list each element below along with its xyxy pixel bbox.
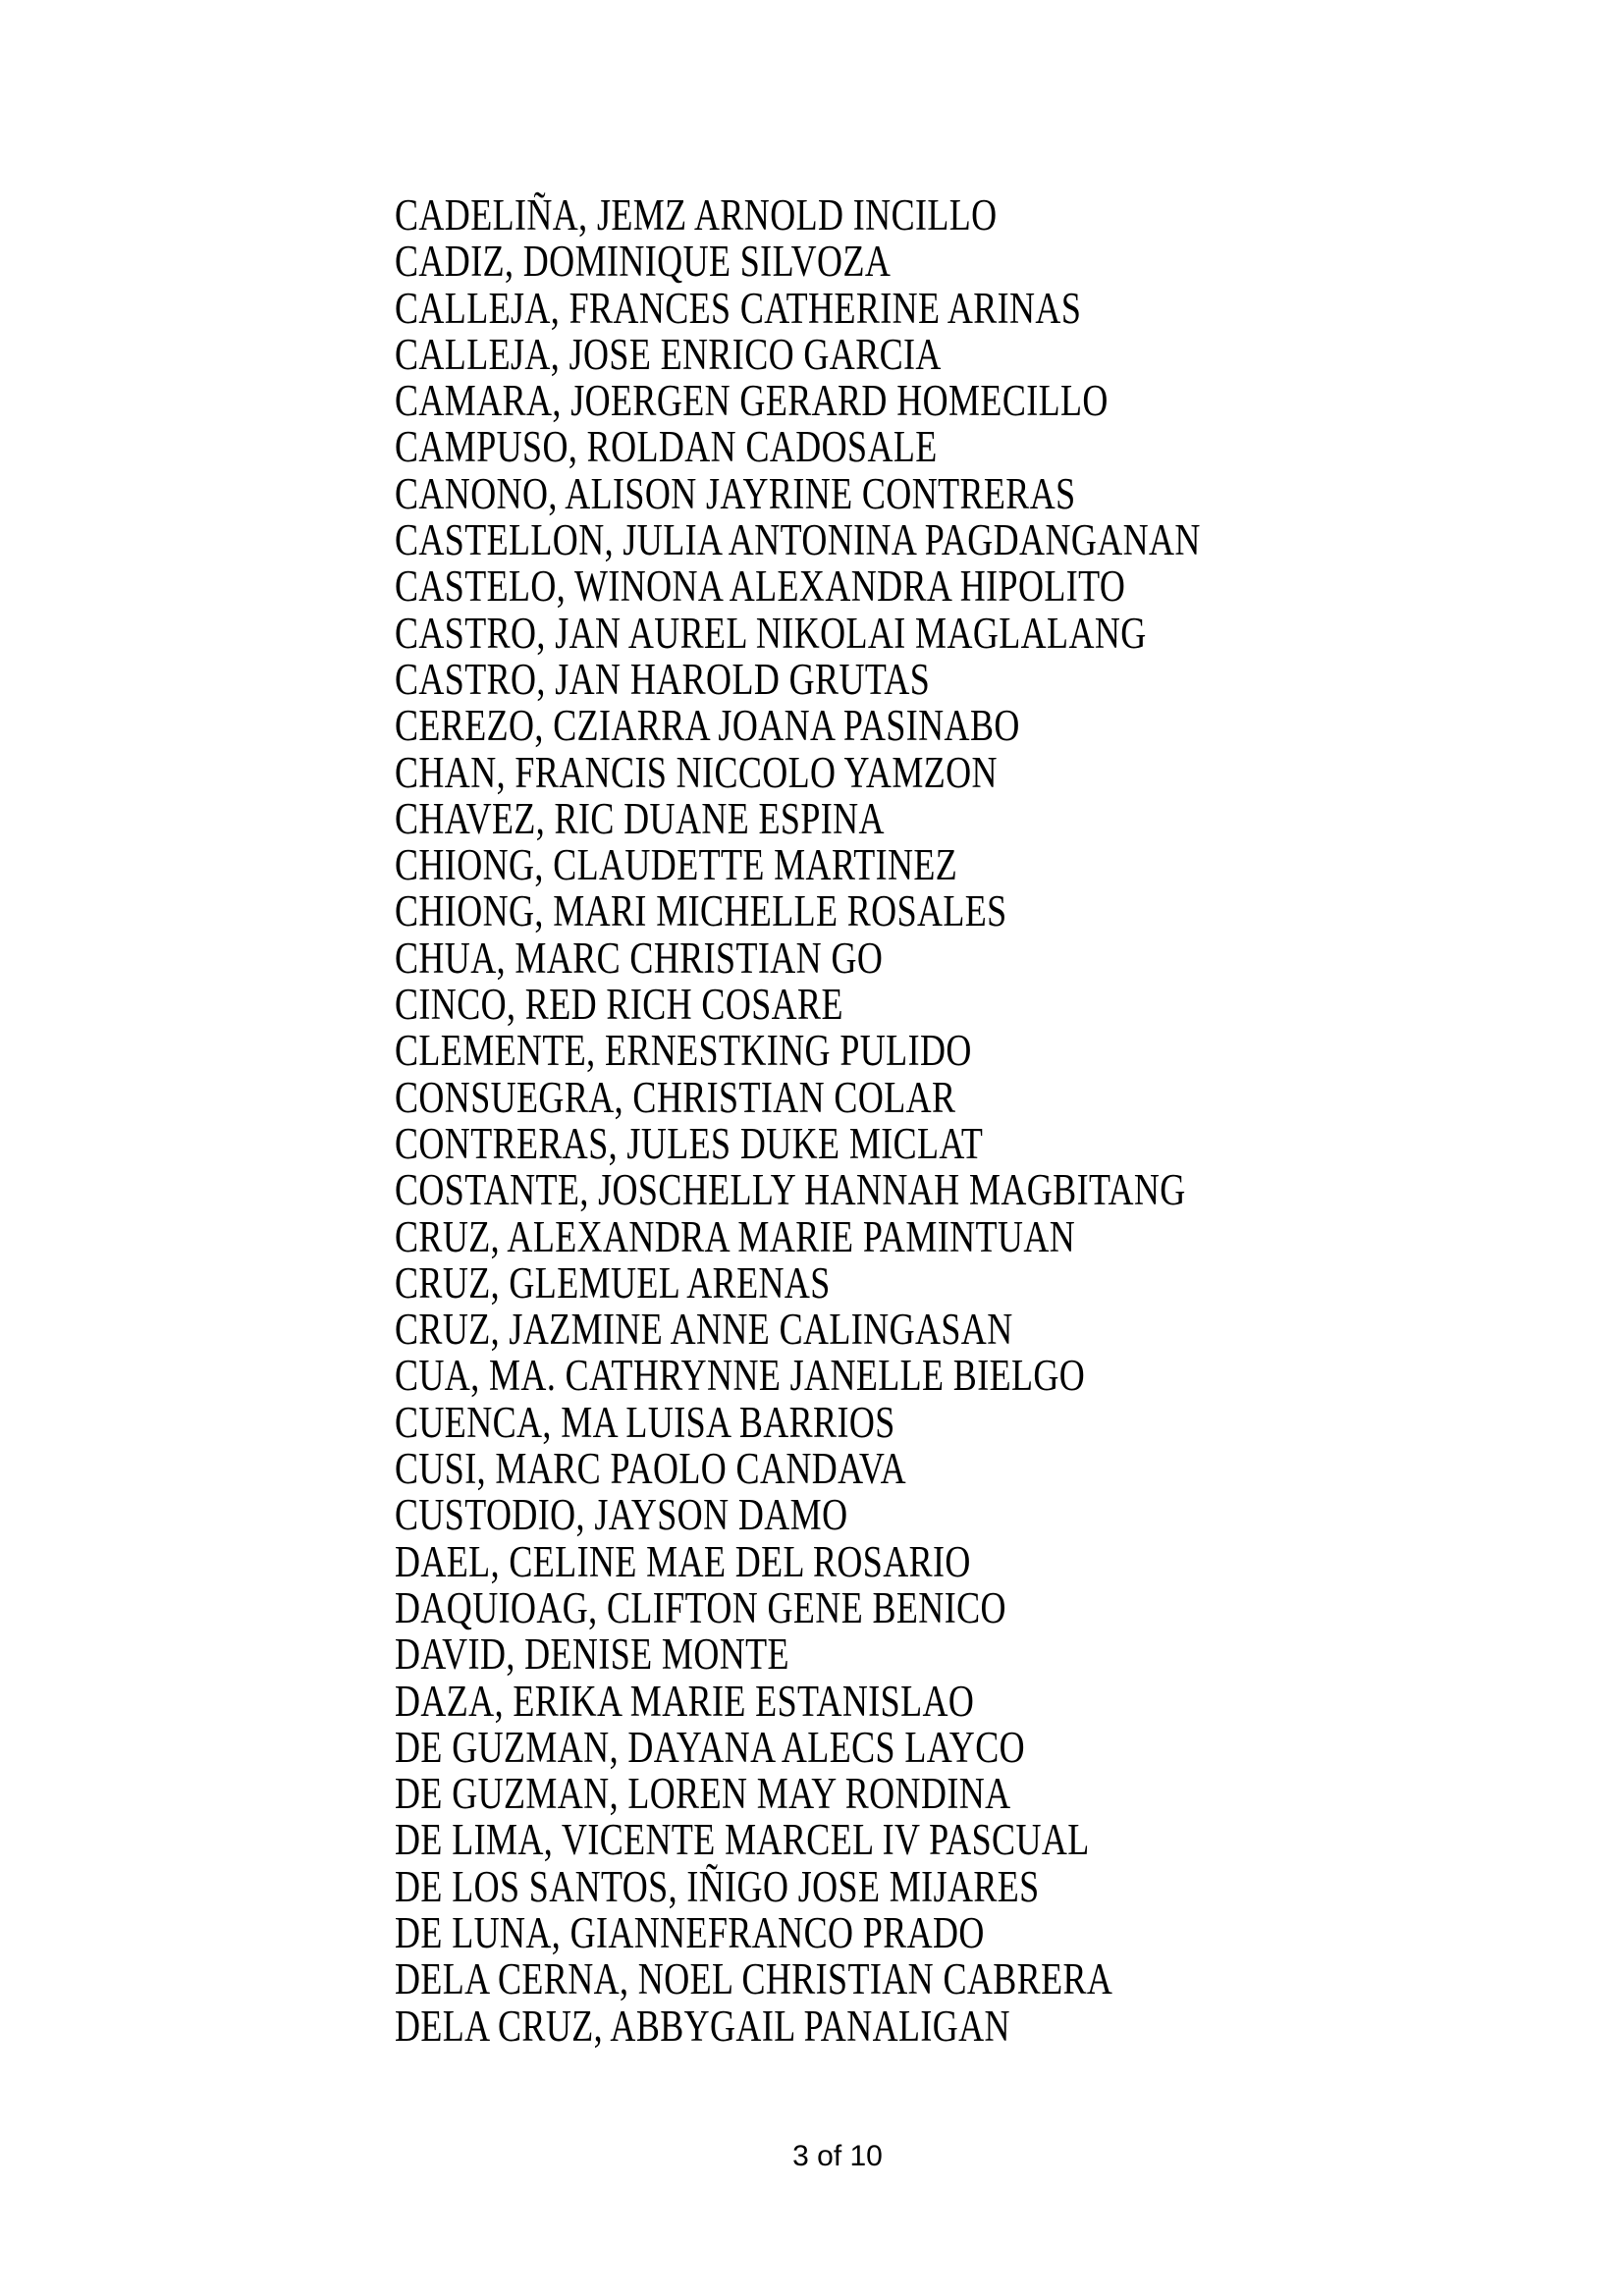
name-list-item: DE GUZMAN, DAYANA ALECS LAYCO: [395, 1722, 1026, 1772]
name-list-item: CHIONG, MARI MICHELLE ROSALES: [395, 886, 1007, 936]
name-list-item: DAVID, DENISE MONTE: [395, 1629, 789, 1680]
name-list-item: DE GUZMAN, LOREN MAY RONDINA: [395, 1769, 1011, 1819]
name-list-item: CASTELO, WINONA ALEXANDRA HIPOLITO: [395, 561, 1126, 612]
name-list-item: DAEL, CELINE MAE DEL ROSARIO: [395, 1536, 971, 1586]
name-list-item: CRUZ, GLEMUEL ARENAS: [395, 1257, 831, 1308]
name-list-item: CONSUEGRA, CHRISTIAN COLAR: [395, 1072, 956, 1122]
name-list-item: CHAN, FRANCIS NICCOLO YAMZON: [395, 747, 998, 797]
name-list-item: CINCO, RED RICH COSARE: [395, 980, 843, 1030]
name-list-item: CADIZ, DOMINIQUE SILVOZA: [395, 237, 892, 287]
name-list-item: CASTRO, JAN HAROLD GRUTAS: [395, 654, 931, 704]
name-list-item: CUENCA, MA LUISA BARRIOS: [395, 1397, 895, 1447]
name-list-item: DAQUIOAG, CLIFTON GENE BENICO: [395, 1582, 1006, 1632]
name-list-item: CONTRERAS, JULES DUKE MICLAT: [395, 1118, 984, 1168]
name-list-item: CEREZO, CZIARRA JOANA PASINABO: [395, 701, 1020, 751]
name-list-item: CALLEJA, FRANCES CATHERINE ARINAS: [395, 283, 1082, 333]
page-number: 3 of 10: [792, 2140, 883, 2172]
name-list: [395, 192, 1201, 2050]
name-list-item: CHIONG, CLAUDETTE MARTINEZ: [395, 840, 958, 890]
name-list-item: DAZA, ERIKA MARIE ESTANISLAO: [395, 1676, 975, 1726]
name-list-item: CUSI, MARC PAOLO CANDAVA: [395, 1444, 907, 1494]
name-list-item: CRUZ, JAZMINE ANNE CALINGASAN: [395, 1305, 1013, 1355]
name-list-item: CAMPUSO, ROLDAN CADOSALE: [395, 422, 938, 472]
name-list-item: CALLEJA, JOSE ENRICO GARCIA: [395, 329, 942, 379]
name-list-item: DELA CRUZ, ABBYGAIL PANALIGAN: [395, 2001, 1010, 2051]
name-list-item: CRUZ, ALEXANDRA MARIE PAMINTUAN: [395, 1211, 1076, 1261]
name-list-item: DE LUNA, GIANNEFRANCO PRADO: [395, 1907, 985, 1957]
name-list-item: CHAVEZ, RIC DUANE ESPINA: [395, 793, 885, 843]
name-list-item: CUSTODIO, JAYSON DAMO: [395, 1490, 848, 1540]
name-list-item: CUA, MA. CATHRYNNE JANELLE BIELGO: [395, 1351, 1086, 1401]
name-list-item: COSTANTE, JOSCHELLY HANNAH MAGBITANG: [395, 1165, 1186, 1215]
name-list-item: CADELIÑA, JEMZ ARNOLD INCILLO: [395, 190, 998, 240]
name-list-item: DE LIMA, VICENTE MARCEL IV PASCUAL: [395, 1815, 1090, 1865]
name-list-item: CLEMENTE, ERNESTKING PULIDO: [395, 1026, 972, 1076]
name-list-item: DELA CERNA, NOEL CHRISTIAN CABRERA: [395, 1954, 1113, 2004]
name-list-item: CAMARA, JOERGEN GERARD HOMECILLO: [395, 376, 1109, 426]
name-list-item: CANONO, ALISON JAYRINE CONTRERAS: [395, 468, 1076, 518]
name-list-item: CASTRO, JAN AUREL NIKOLAI MAGLALANG: [395, 608, 1147, 658]
name-list-item: CHUA, MARC CHRISTIAN GO: [395, 933, 884, 983]
name-list-item: DE LOS SANTOS, IÑIGO JOSE MIJARES: [395, 1861, 1040, 1911]
name-list-item: CASTELLON, JULIA ANTONINA PAGDANGANAN: [395, 515, 1201, 565]
